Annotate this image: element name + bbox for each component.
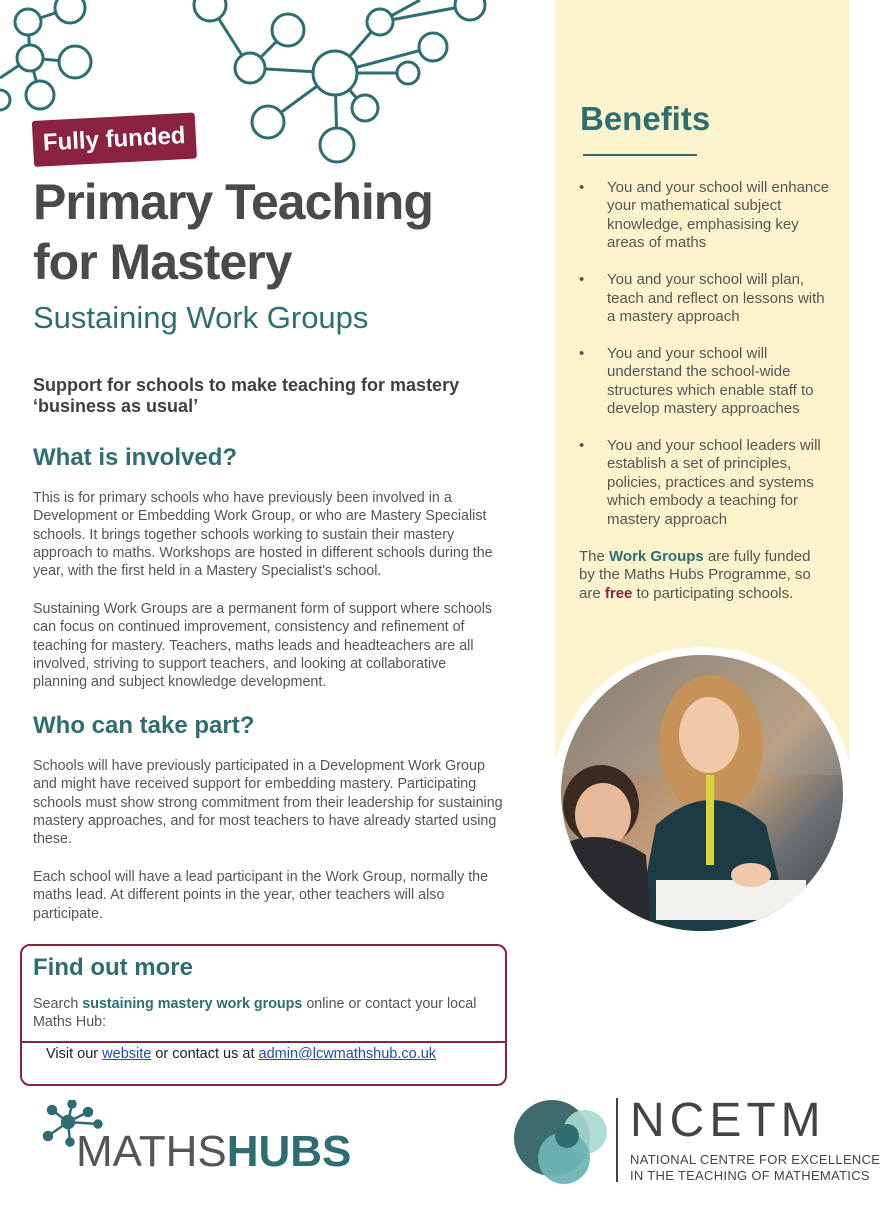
who-paragraph-1: Schools will have previously participated in a Development Work Group and might have received support for embedding mastery. Participating schools must show strong commitment from their leadership for sustaining mastery approaches, and for most teachers to have already started using these. (33, 758, 503, 848)
involved-paragraph-2: Sustaining Work Groups are a permanent form of support where schools can focus on continued improvement, consistency and refinement of teaching for mastery. Teachers, maths leads and headteachers are all involved, striving to support teachers, and looking at collaborative planning and subject knowledge development. (33, 601, 493, 691)
involved-paragraph-1: This is for primary schools who have previously been involved in a Development or Embedding Work Group, or who are Mastery Specialist schools. It brings together schools working to sustain their mastery approach to maths. Workshops are hosted in different schools during the year, with the first held in a Mastery Specialist's school. (33, 490, 493, 580)
benefit-item: • You and your school leaders will establish a set of principles, policies, practices and systems which embody a teaching for mastery approach (578, 437, 833, 529)
mathshubs-logo-text (76, 1128, 351, 1176)
search-prefix: Search (33, 996, 83, 1012)
note-middle: are fully funded by the Maths Hubs Programme, so are (579, 548, 811, 602)
benefit-item: • You and your school will enhance your mathematical subject knowledge, emphasising key areas of maths (578, 179, 833, 253)
note-prefix: The (579, 548, 610, 565)
find-out-more-heading: Find out more (33, 954, 193, 981)
mathshubs-light: MATHS (76, 1127, 227, 1176)
teacher-student-photo (561, 655, 843, 931)
title-line-2: for Mastery (33, 234, 292, 290)
website-link[interactable]: website (102, 1046, 152, 1062)
find-divider (21, 1041, 506, 1043)
funding-note (579, 548, 829, 603)
email-link[interactable]: admin@lcwmathshub.co.uk (258, 1046, 437, 1062)
benefits-divider (583, 154, 697, 156)
contact-line (46, 1046, 436, 1062)
benefits-list (578, 179, 833, 548)
visit-prefix: Visit our (46, 1046, 103, 1062)
search-instructions (33, 995, 498, 1032)
benefit-item: • You and your school will plan, teach and reflect on lessons with a mastery approach (578, 271, 833, 326)
visit-middle: or contact us at (151, 1046, 259, 1062)
ncetm-tagline-1: NATIONAL CENTRE FOR EXCELLENCE (630, 1152, 881, 1167)
search-term: sustaining mastery work groups (82, 996, 303, 1012)
title-line-1: Primary Teaching (33, 174, 433, 230)
ncetm-tagline-2: IN THE TEACHING OF MATHEMATICS (630, 1168, 870, 1183)
who-heading: Who can take part? (33, 712, 255, 739)
page-title (33, 172, 553, 292)
benefits-heading: Benefits (580, 100, 711, 137)
fully-funded-badge: Fully funded (32, 113, 197, 167)
who-paragraph-2: Each school will have a lead participant in the Work Group, normally the maths lead. At different points in the year, other teachers will also participate. (33, 869, 489, 922)
benefit-item: • You and your school will understand the school-wide structures which enable staff to develop mastery approaches (578, 345, 833, 419)
ncetm-divider (616, 1098, 618, 1182)
lead-text: Support for schools to make teaching for mastery ‘business as usual’ (33, 375, 460, 416)
photo-illustration (561, 655, 843, 931)
ncetm-circles-icon (512, 1096, 612, 1186)
note-work-groups: Work Groups (609, 548, 704, 565)
note-free: free (604, 584, 633, 602)
note-suffix: to participating schools. (632, 584, 794, 602)
ncetm-wordmark: NCETM (630, 1094, 826, 1147)
mathshubs-bold: HUBS (226, 1127, 352, 1176)
search-suffix: online or contact your local Maths Hub: (33, 996, 477, 1031)
page-subtitle: Sustaining Work Groups (33, 300, 369, 335)
involved-heading: What is involved? (33, 444, 238, 471)
